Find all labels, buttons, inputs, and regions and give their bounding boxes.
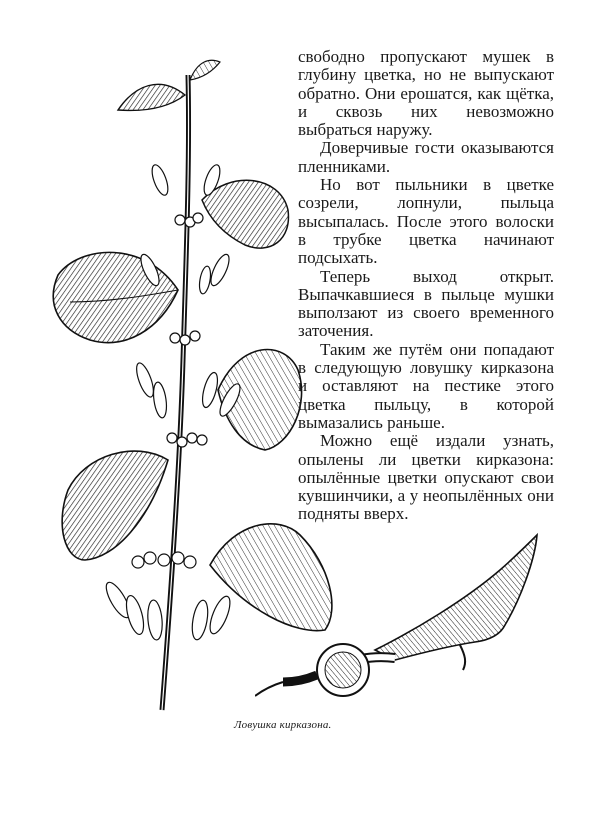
paragraph: Можно ещё издали узнать, опылены ли цветки кирказона: опылённые цветки опускают свои кувшинчики, а у неопылённых они подняты вверх. bbox=[298, 431, 554, 524]
paragraph: Таким же путём они попадают в следующую ловушку кирказона и оставляют на пестике этого цветка пыльцу, в которой вымазались раньше. bbox=[298, 339, 554, 432]
paragraph: свободно пропускают мушек в глубину цветка, но не выпускают обратно. Они ерошатся, как щётка, и сквозь них невозможно выбраться наружу. bbox=[298, 47, 554, 140]
paragraph: Теперь выход открыт. Выпачкавшиеся в пыльце мушки выползают из своего временного заточения. bbox=[298, 266, 554, 341]
body-text bbox=[298, 48, 554, 524]
aristolochia-flower-trap-illustration bbox=[255, 530, 555, 710]
paragraph: Но вот пыльники в цветке созрели, лопнули, пыльца высыпалась. После этого волоски в трубке цветка начинают подсыхать. bbox=[298, 175, 554, 268]
paragraph: Доверчивые гости оказываются пленниками. bbox=[298, 138, 554, 176]
figure-caption: Ловушка кирказона. bbox=[234, 719, 332, 731]
